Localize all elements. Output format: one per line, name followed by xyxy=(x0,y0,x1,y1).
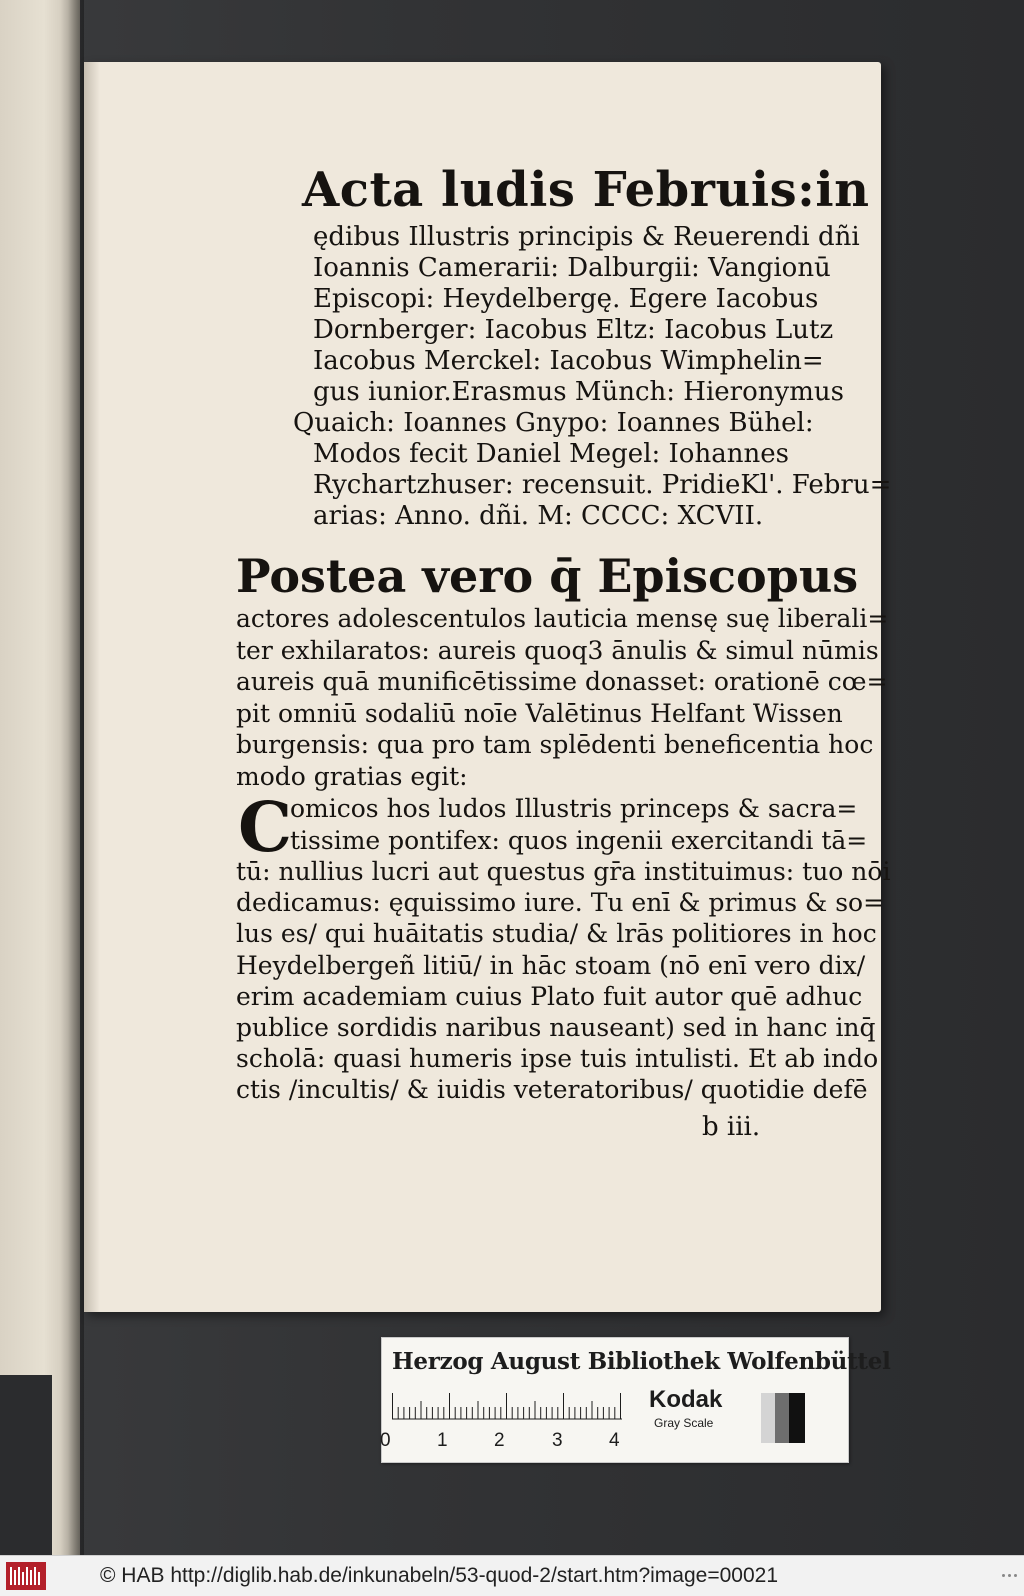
page-heading xyxy=(302,160,869,220)
signature-mark xyxy=(702,1112,760,1142)
heading-text: Acta ludis Februis:in xyxy=(302,162,870,218)
text-line: ter exhilaratos: aureis quoq3 ānulis & simul nūmis xyxy=(236,635,879,665)
text-line: arias: Anno. dñi. M: CCCC: XCVII. xyxy=(313,501,764,531)
binding-shadow xyxy=(60,0,84,1555)
color-scale-target xyxy=(380,1337,891,1463)
heading-text: Postea vero q̄ Episcopus xyxy=(236,549,859,603)
text-line: Iacobus Merckel: Iacobus Wimphelin= xyxy=(313,346,824,376)
paragraph-3 xyxy=(236,856,890,1106)
text-line: lus es/ qui huāitatis studia/ & lrās politiores in hoc xyxy=(236,919,877,949)
text-line: ctis /incultis/ & iuidis veteratoribus/ quotidie defē xyxy=(236,1075,868,1105)
text-line: burgensis: qua pro tam splēdenti beneficentia hoc xyxy=(236,730,874,759)
ruler-number: 2 xyxy=(494,1430,505,1451)
hab-logo-icon xyxy=(6,1562,46,1590)
text-line: ędibus Illustris principis & Reuerendi dñi xyxy=(313,222,860,252)
gray-patch-light xyxy=(761,1393,775,1443)
text-line: Rychartzhuser: recensuit. PridieKl'. Febru= xyxy=(313,470,892,500)
text-line: Modos fecit Daniel Megel: Iohannes xyxy=(313,439,789,469)
ruler-number: 1 xyxy=(437,1430,448,1451)
text-line: publice sordidis naribus nauseant) sed in hanc inq̄ xyxy=(236,1013,876,1043)
text-line: scholā: quasi humeris ipse tuis intulisti. Et ab indo xyxy=(236,1044,879,1074)
text-line: Quaich: Ioannes Gnypo: Ioannes Bühel: xyxy=(293,408,814,438)
page-gutter xyxy=(84,62,100,1312)
text-line: gus iunior.Erasmus Münch: Hieronymus xyxy=(313,377,844,407)
paragraph-3-opening xyxy=(290,793,867,856)
signature-text: b iii. xyxy=(702,1112,761,1142)
gray-scale-patches xyxy=(761,1393,805,1443)
library-name: Herzog August Bibliothek Wolfenbüttel xyxy=(392,1348,891,1375)
paragraph-1 xyxy=(293,222,892,532)
copyright-url: © HAB http://diglib.hab.de/inkunabeln/53-quod-2/start.htm?image=00021 xyxy=(100,1564,778,1587)
text-line: Episcopi: Heydelbergę. Egere Iacobus xyxy=(313,284,819,314)
section-heading xyxy=(236,547,858,605)
footer-bar xyxy=(0,1555,1024,1596)
kodak-logo: Kodak xyxy=(649,1386,723,1413)
ruler-number: 3 xyxy=(552,1430,563,1451)
text-line: omicos hos ludos Illustris princeps & sacra= xyxy=(290,794,858,823)
gray-scale-label: Gray Scale xyxy=(654,1416,714,1430)
ruler-scale xyxy=(392,1390,622,1420)
text-line: tissime pontifex: quos ingenii exercitandi tā= xyxy=(290,825,868,855)
gray-patch-mid xyxy=(775,1393,789,1443)
text-line: Heydelbergeñ litiū/ in hāc stoam (nō enī vero dix/ xyxy=(236,950,866,980)
text-line: erim academiam cuius Plato fuit autor quē adhuc xyxy=(236,981,863,1011)
ruler-numbers xyxy=(382,1430,632,1452)
ruler-number: 4 xyxy=(609,1430,620,1451)
text-line: pit omniū sodaliū noīe Valētinus Helfant Wissen xyxy=(236,698,843,728)
paragraph-2 xyxy=(236,603,888,792)
left-page-bottom xyxy=(0,1375,52,1555)
gray-patch-dark xyxy=(789,1393,805,1443)
text-line: Ioannis Camerarii: Dalburgii: Vangionū xyxy=(313,253,831,283)
text-line: actores adolescentulos lauticia mensę suę liberali= xyxy=(236,604,889,633)
ruler-number: 0 xyxy=(380,1430,391,1451)
text-line: tū: nullius lucri aut questus gr̄a instituimus: tuo nōi xyxy=(236,857,891,886)
text-line: dedicamus: ęquissimo iure. Tu enī & primus & so= xyxy=(236,888,885,918)
text-line: modo gratias egit: xyxy=(236,761,468,791)
text-line: aureis quā munificētissime donasset: orationē cœ= xyxy=(236,667,888,696)
text-line: Dornberger: Iacobus Eltz: Iacobus Lutz xyxy=(313,315,834,345)
drop-cap: C xyxy=(238,788,293,868)
more-options-icon[interactable] xyxy=(1002,1574,1018,1580)
